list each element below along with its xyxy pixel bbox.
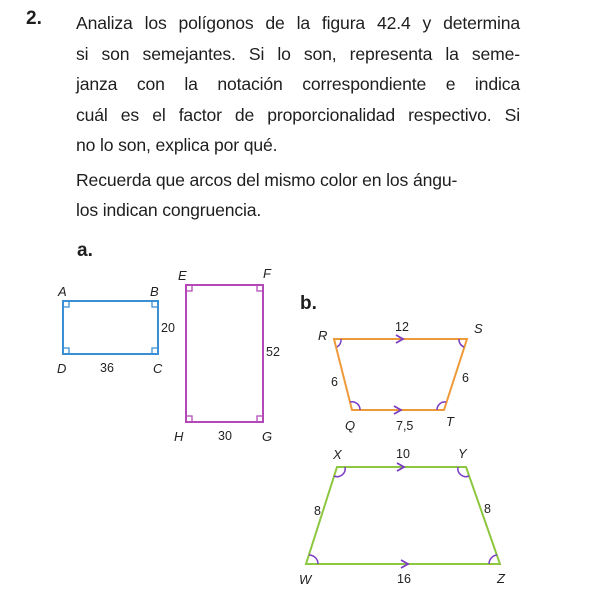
trapezoid-xyzw <box>299 446 506 587</box>
vertex-d: D <box>57 361 67 376</box>
problem-line: cuál es el factor de proporcionalidad respectivo. Si <box>76 104 520 125</box>
vertex-r: R <box>318 328 328 343</box>
side-fg-length: 52 <box>266 345 280 359</box>
rectangle-efgh-outline <box>186 285 263 422</box>
problem-line: si son semejantes. Si lo son, representa la seme- <box>76 43 520 64</box>
trapezoid-xyzw-outline <box>306 467 500 564</box>
problem-number: 2. <box>26 8 42 29</box>
rectangle-abcd-outline <box>63 301 158 354</box>
problem-line: no lo son, explica por qué. <box>76 135 278 155</box>
side-rq-length: 6 <box>331 375 338 389</box>
reminder-line: los indican congruencia. <box>76 200 262 220</box>
reminder-line: Recuerda que arcos del mismo color en los ángu- <box>76 170 458 190</box>
side-xw-length: 8 <box>314 504 321 518</box>
vertex-a: A <box>58 284 67 299</box>
vertex-g: G <box>262 429 273 444</box>
side-rs-length: 12 <box>395 320 409 334</box>
trapezoid-rstq-outline <box>334 339 467 410</box>
vertex-z: Z <box>497 571 505 586</box>
vertex-f: F <box>263 266 271 281</box>
right-angle-marks-efgh <box>186 285 263 422</box>
part-b-label: b. <box>300 293 317 314</box>
side-yz-length: 8 <box>484 502 491 516</box>
angle-arcs-xyzw <box>309 467 497 564</box>
vertex-e: E <box>178 268 187 283</box>
angle-arc <box>309 555 318 564</box>
parallel-arrows-rstq <box>394 335 403 414</box>
rectangle-efgh <box>174 266 280 444</box>
parallel-arrows-xyzw <box>397 463 408 568</box>
problem-line: janza con la notación correspondiente e indica <box>76 74 520 94</box>
trapezoid-rstq <box>318 320 483 433</box>
part-a-label: a. <box>77 240 93 261</box>
vertex-s: S <box>474 321 483 336</box>
problem-line: Analiza los polígonos de la figura 42.4 y determina <box>76 13 520 33</box>
angle-arc <box>459 339 464 347</box>
side-bc-length: 20 <box>161 321 175 335</box>
vertex-b: B <box>150 284 159 299</box>
vertex-h: H <box>174 429 184 444</box>
right-angle-marks-abcd <box>63 301 158 354</box>
vertex-c: C <box>153 361 163 376</box>
side-dc-length: 36 <box>100 361 114 375</box>
angle-arcs-rstq <box>337 339 464 410</box>
side-wz-length: 16 <box>397 572 411 586</box>
vertex-y: Y <box>458 446 467 461</box>
side-xy-length: 10 <box>396 447 410 461</box>
side-st-length: 6 <box>462 371 469 385</box>
side-qt-length: 7,5 <box>396 419 414 433</box>
rectangle-abcd <box>57 284 175 376</box>
vertex-t: T <box>446 414 454 429</box>
vertex-x: X <box>333 447 342 462</box>
angle-arc <box>337 339 341 347</box>
side-hg-length: 30 <box>218 429 232 443</box>
vertex-q: Q <box>345 418 356 433</box>
vertex-w: W <box>299 572 312 587</box>
angle-arc <box>489 555 497 564</box>
